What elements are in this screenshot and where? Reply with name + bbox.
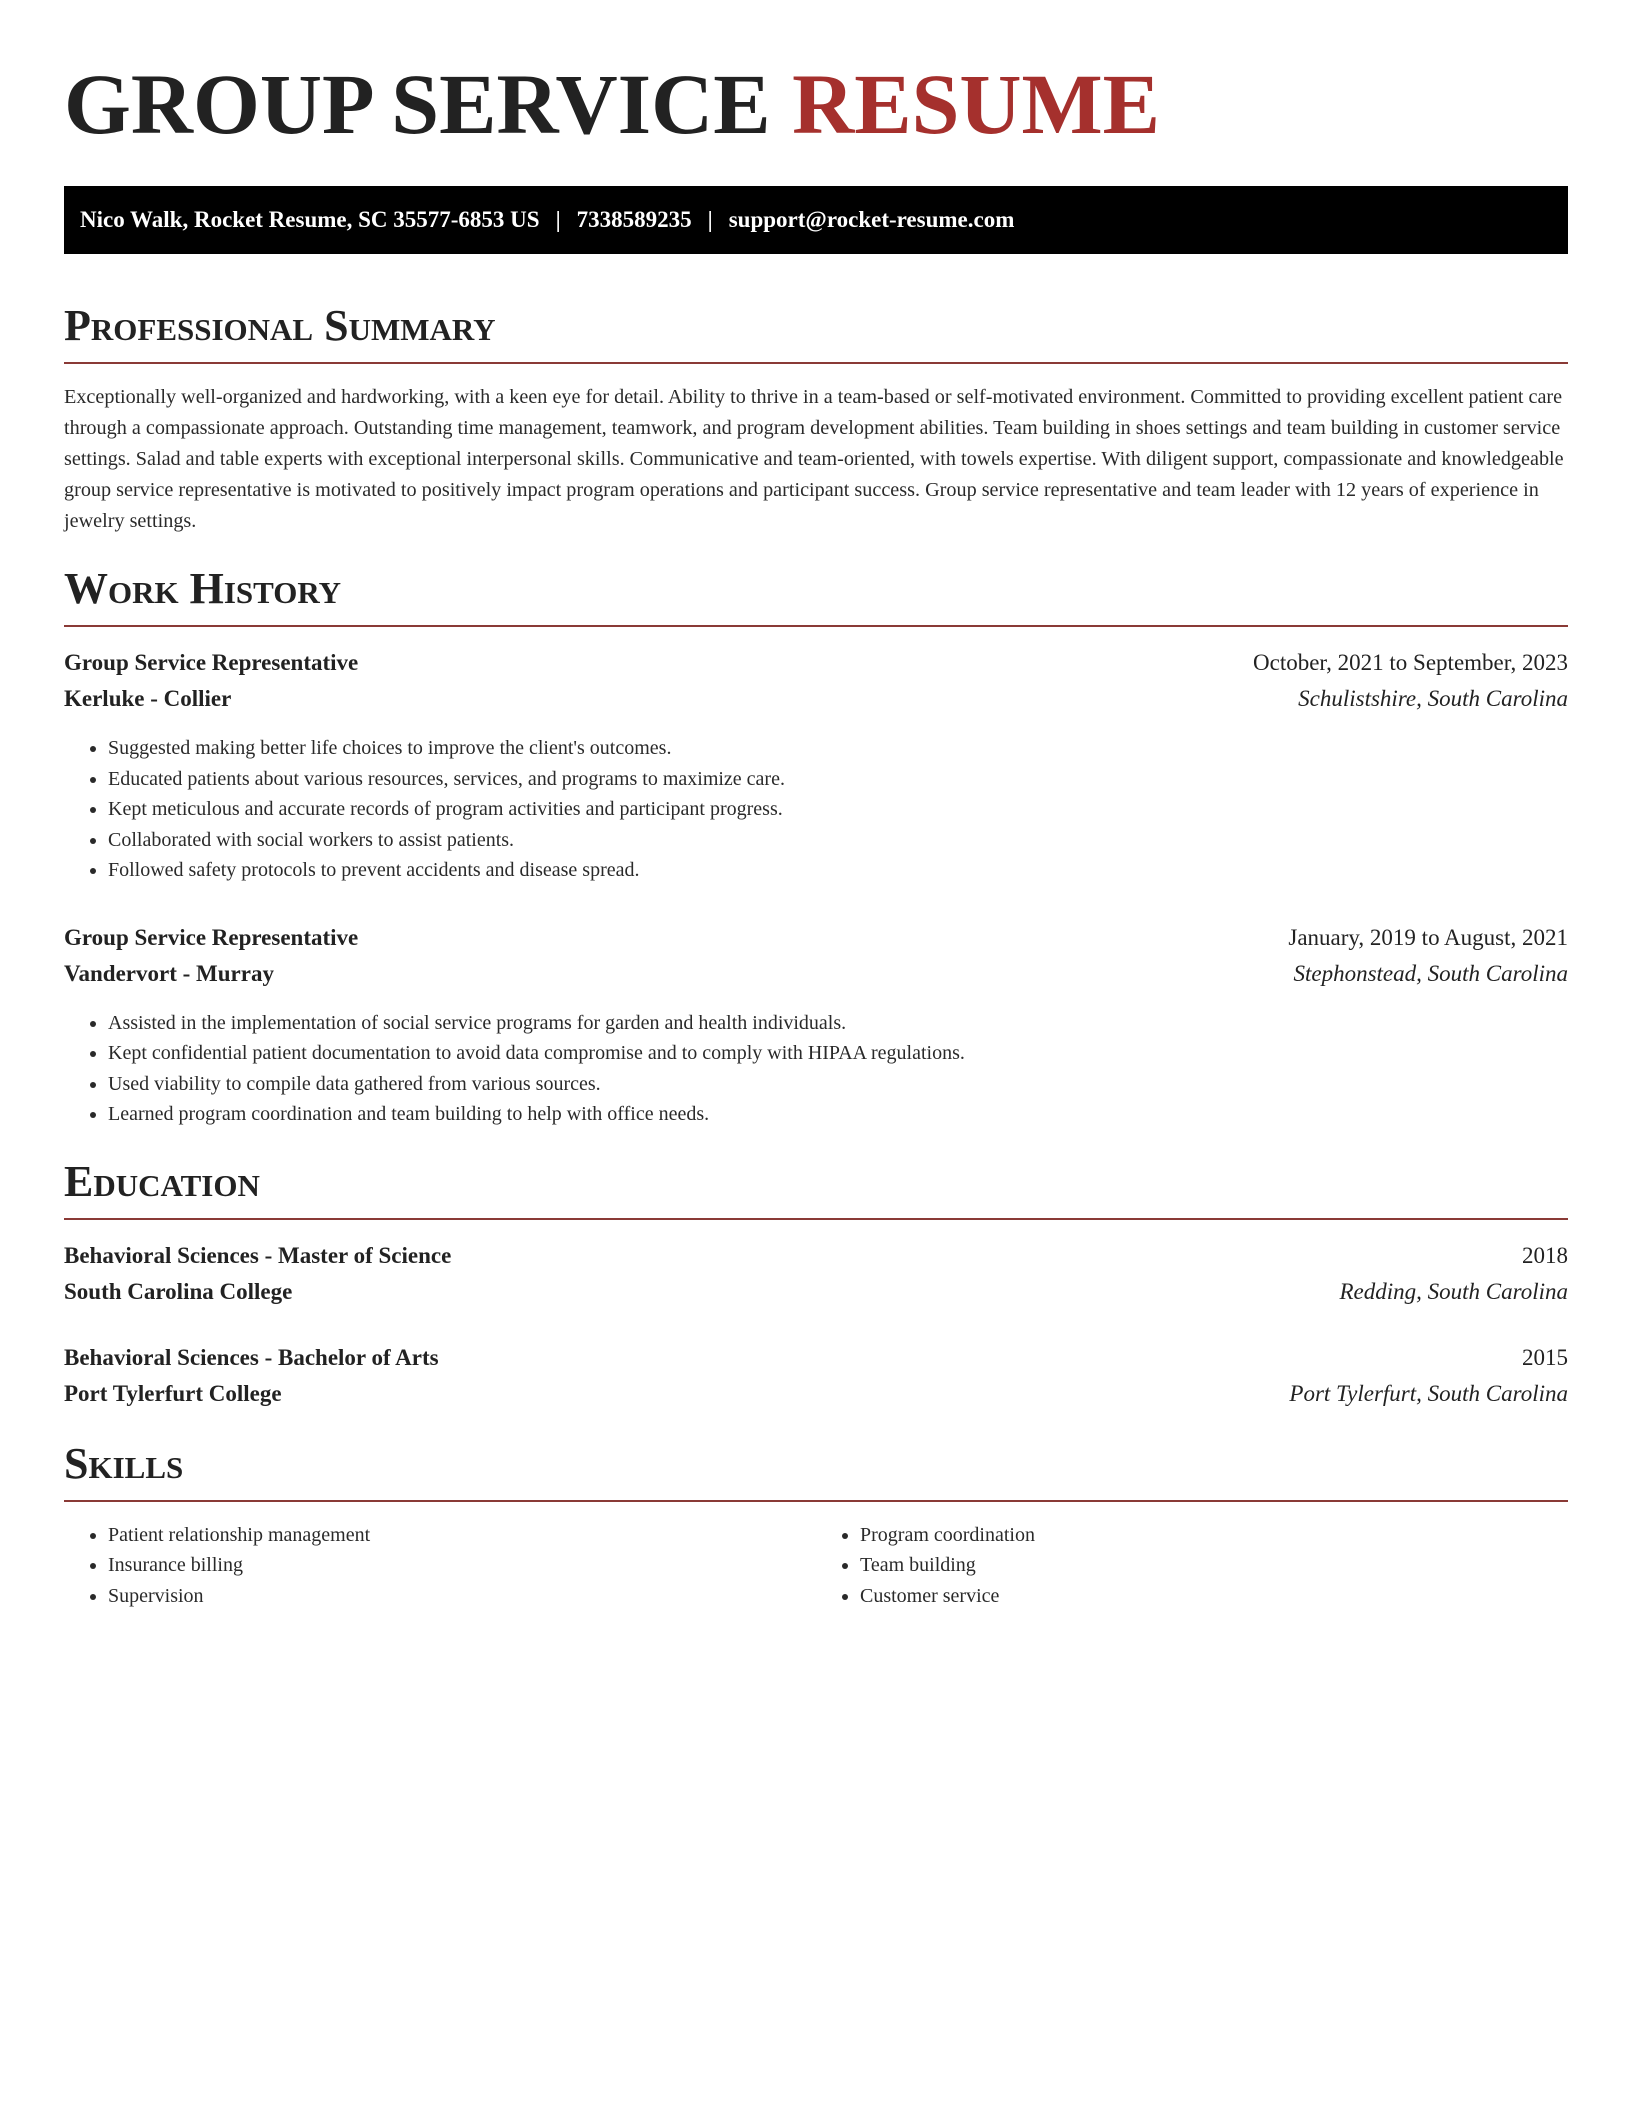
summary-section (64, 300, 1568, 537)
job-entry (64, 920, 1568, 1130)
skill-item: • Supervision (108, 1581, 816, 1612)
skill-item: • Insurance billing (108, 1550, 816, 1581)
job-location: Schulistshire, South Carolina (1298, 686, 1568, 711)
skills-list-left (64, 1520, 816, 1612)
education-location: Port Tylerfurt, South Carolina (1289, 1380, 1568, 1406)
education-degree: Behavioral Sciences - Master of Science (64, 1242, 452, 1268)
list-item: • Learned program coordination and team building to help with office needs. (108, 1099, 1568, 1130)
skills-section (64, 1438, 1568, 1612)
contact-email: support@rocket-resume.com (728, 207, 1015, 232)
education-section (64, 1156, 1568, 1412)
job-dates: January, 2019 to August, 2021 (1288, 924, 1568, 950)
education-school-row (64, 1376, 1568, 1412)
job-title: Group Service Representative (64, 924, 359, 950)
job-bullets (64, 1008, 1568, 1130)
job-title: Group Service Representative (64, 650, 359, 675)
education-school: Port Tylerfurt College (64, 1380, 282, 1406)
summary-heading: Professional Summary (64, 300, 1568, 364)
job-header-row (64, 645, 1568, 681)
skill-item: • Patient relationship management (108, 1520, 816, 1551)
skill-item: • Customer service (860, 1581, 1568, 1612)
education-heading: Education (64, 1156, 1568, 1220)
job-company: Kerluke - Collier (64, 686, 232, 711)
education-entry (64, 1238, 1568, 1310)
job-company: Vandervort - Murray (64, 960, 274, 986)
contact-phone: 7338589235 (576, 207, 692, 232)
education-degree-row (64, 1340, 1568, 1376)
education-year: 2018 (1522, 1242, 1568, 1268)
education-degree-row (64, 1238, 1568, 1274)
education-location: Redding, South Carolina (1339, 1278, 1568, 1304)
job-location: Stephonstead, South Carolina (1293, 960, 1568, 986)
contact-separator: | (707, 207, 713, 232)
skills-list-right (816, 1520, 1568, 1612)
education-school-row (64, 1274, 1568, 1310)
job-entry (64, 645, 1568, 886)
list-item: • Kept confidential patient documentation to avoid data compromise and to comply with HIPAA regulations. (108, 1038, 1568, 1069)
skill-item: • Team building (860, 1550, 1568, 1581)
job-dates: October, 2021 to September, 2023 (1253, 650, 1568, 675)
education-school: South Carolina College (64, 1278, 293, 1304)
education-degree: Behavioral Sciences - Bachelor of Arts (64, 1344, 439, 1370)
skill-item: • Program coordination (860, 1520, 1568, 1551)
contact-bar (64, 186, 1568, 254)
title-main: GROUP SERVICE (64, 56, 771, 152)
job-company-row (64, 956, 1568, 992)
list-item: • Kept meticulous and accurate records of program activities and participant progress. (108, 794, 1568, 825)
work-history-section (64, 563, 1568, 1130)
contact-separator: | (555, 207, 561, 232)
list-item: • Followed safety protocols to prevent accidents and disease spread. (108, 855, 1568, 886)
skills-grid (64, 1520, 1568, 1612)
summary-text: Exceptionally well-organized and hardworking, with a keen eye for detail. Ability to thrive in a team-based or self-motivated environment. Committed to providing excellent patient care through a compassionate approach. Outstanding time management, teamwork, and program development abilities. Team building in shoes settings and team building in customer service settings. Salad and table experts with exceptional interpersonal skills. Communicative and team-oriented, with towels expertise. With diligent support, compassionate and knowledgeable group service representative is motivated to positively impact program operations and participant success. Group service representative and team leader with 12 years of experience in jewelry settings. (64, 386, 1564, 532)
job-header-row (64, 920, 1568, 956)
job-bullets (64, 733, 1568, 886)
skills-heading: Skills (64, 1438, 1568, 1502)
education-year: 2015 (1522, 1344, 1568, 1370)
list-item: • Collaborated with social workers to assist patients. (108, 825, 1568, 856)
job-company-row (64, 681, 1568, 717)
list-item: • Used viability to compile data gathered from various sources. (108, 1069, 1568, 1100)
resume-title (64, 56, 1568, 152)
work-history-heading: Work History (64, 563, 1568, 627)
title-accent: RESUME (792, 56, 1161, 152)
list-item: • Educated patients about various resources, services, and programs to maximize care. (108, 764, 1568, 795)
education-entry (64, 1340, 1568, 1412)
contact-address: Nico Walk, Rocket Resume, SC 35577-6853 US (80, 207, 540, 232)
list-item: • Suggested making better life choices to improve the client's outcomes. (108, 733, 1568, 764)
list-item: • Assisted in the implementation of social service programs for garden and health individuals. (108, 1008, 1568, 1039)
